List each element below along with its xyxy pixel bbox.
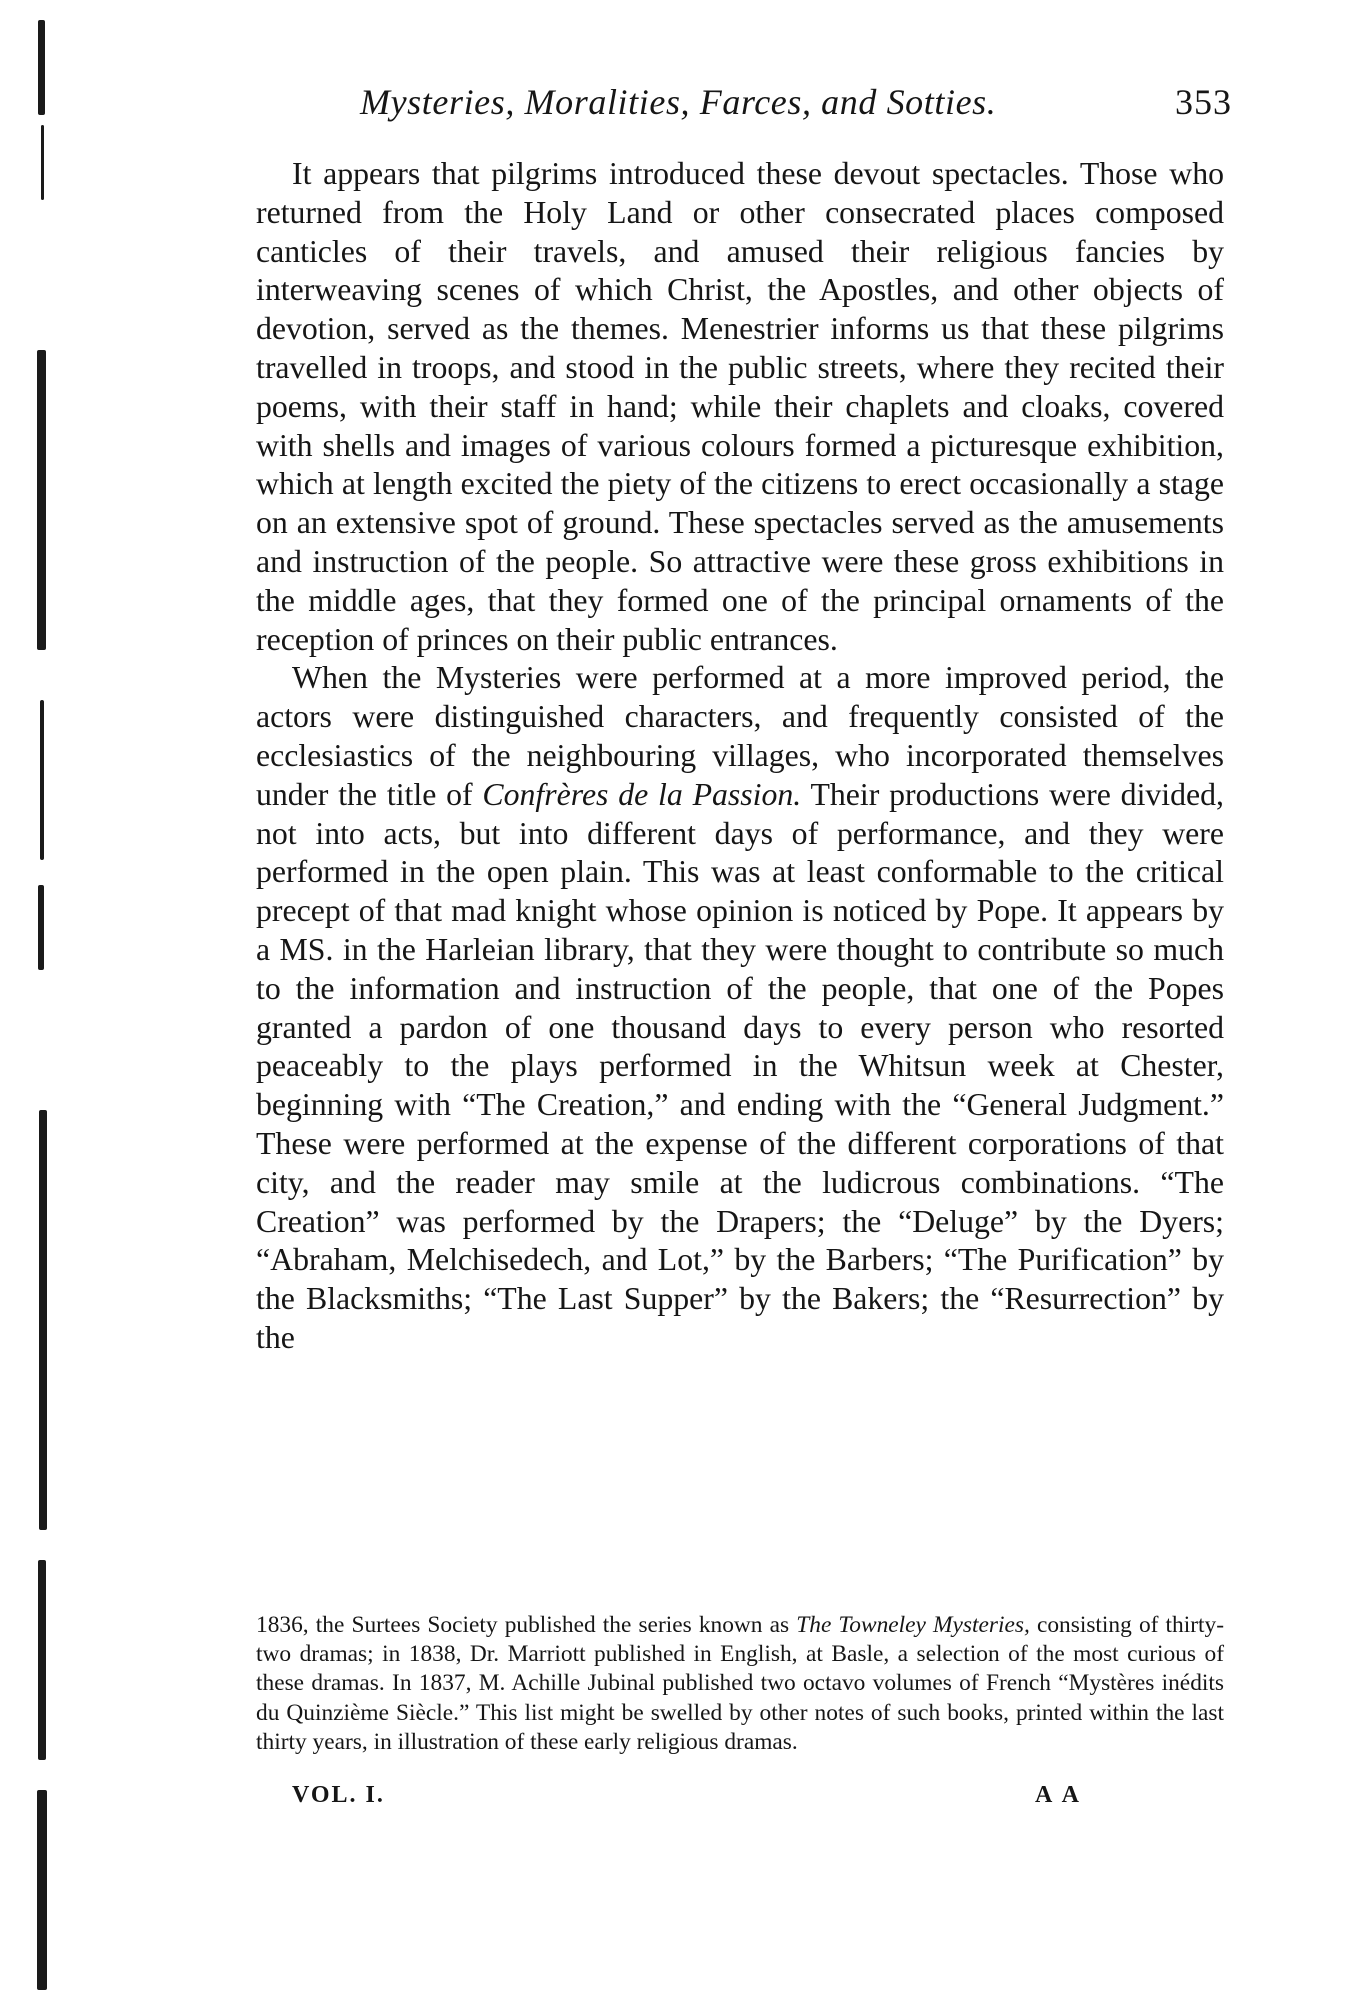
signature-mark: A A: [1034, 1782, 1082, 1808]
italic-title: The Towneley Mysteries,: [796, 1612, 1030, 1638]
footnote-text: [256, 1611, 1224, 1757]
volume-label: VOL. I.: [292, 1782, 385, 1808]
text-run: consisting of thirty-two dramas; in 1838, Dr. Marriott published in English, at Basle, a selection of the most curious of these dramas. In 1837, M. Achille Jubinal published two octavo volumes of French “Mystères inédits du Quinzième Siècle.” This list might be swelled by other notes of such books, printed within the last thirty years, in illustration of these early religious dramas.: [256, 1612, 1225, 1755]
running-title: Mysteries, Moralities, Farces, and Sotties.: [360, 82, 997, 122]
italic-term: Confrères de la Passion.: [482, 776, 802, 812]
text-run: Their productions were divided, not into acts, but into different days of performance, and they were performed in the open plain. This was at least conformable to the critical precept of that mad knight whose opinion is noticed by Pope. It appears by a MS. in the Harleian library, that they were thought to contribute so much to the information and instruction of the people, that one of the Popes granted a pardon of one thousand days to every person who resorted peaceably to the plays performed in the Whitsun week at Chester, beginning with “The Creation,” and ending with the “General Judgment.” These were performed at the expense of the different corporations of that city, and the reader may smile at the ludicrous combinations. “The Creation” was performed by the Drapers; the “Deluge” by the Dyers; “Abraham, Melchisedech, and Lot,” by the Barbers; “The Purification” by the Blacksmiths; “The Last Supper” by the Bakers; the “Resurrection” by the: [256, 776, 1224, 1355]
binding-gutter-shadow: [28, 0, 60, 2002]
paragraph: [256, 659, 1224, 1357]
text-run: 1836, the Surtees Society published the series known as: [256, 1612, 797, 1638]
text-run: When the Mysteries were performed at a more improved period, the actors were distinguished characters, and frequently consisted of the ecclesiastics of the neighbouring villages, who incorporated themselves under the title of: [256, 660, 1224, 812]
page-number: 353: [1175, 82, 1232, 122]
running-head: [360, 80, 1232, 124]
paragraph: It appears that pilgrims introduced these devout spectacles. Those who returned from the Holy Land or other consecrated places composed canticles of their travels, and amused their religious fancies by interweaving scenes of which Christ, the Apostles, and other objects of devotion, served as the themes. Menestrier informs us that these pilgrims travelled in troops, and stood in the public streets, where they recited their poems, with their staff in hand; while their chaplets and cloaks, covered with shells and images of various colours formed a picturesque exhibition, which at length excited the piety of the citizens to erect occasionally a stage on an extensive spot of ground. These spectacles served as the amusements and instruction of the people. So attractive were these gross exhibitions in the middle ages, that they formed one of the principal ornaments of the reception of princes on their public entrances.: [256, 156, 1224, 657]
signature-line: [292, 1780, 1082, 1810]
footnote: [256, 1611, 1224, 1757]
main-text: [256, 155, 1224, 1358]
